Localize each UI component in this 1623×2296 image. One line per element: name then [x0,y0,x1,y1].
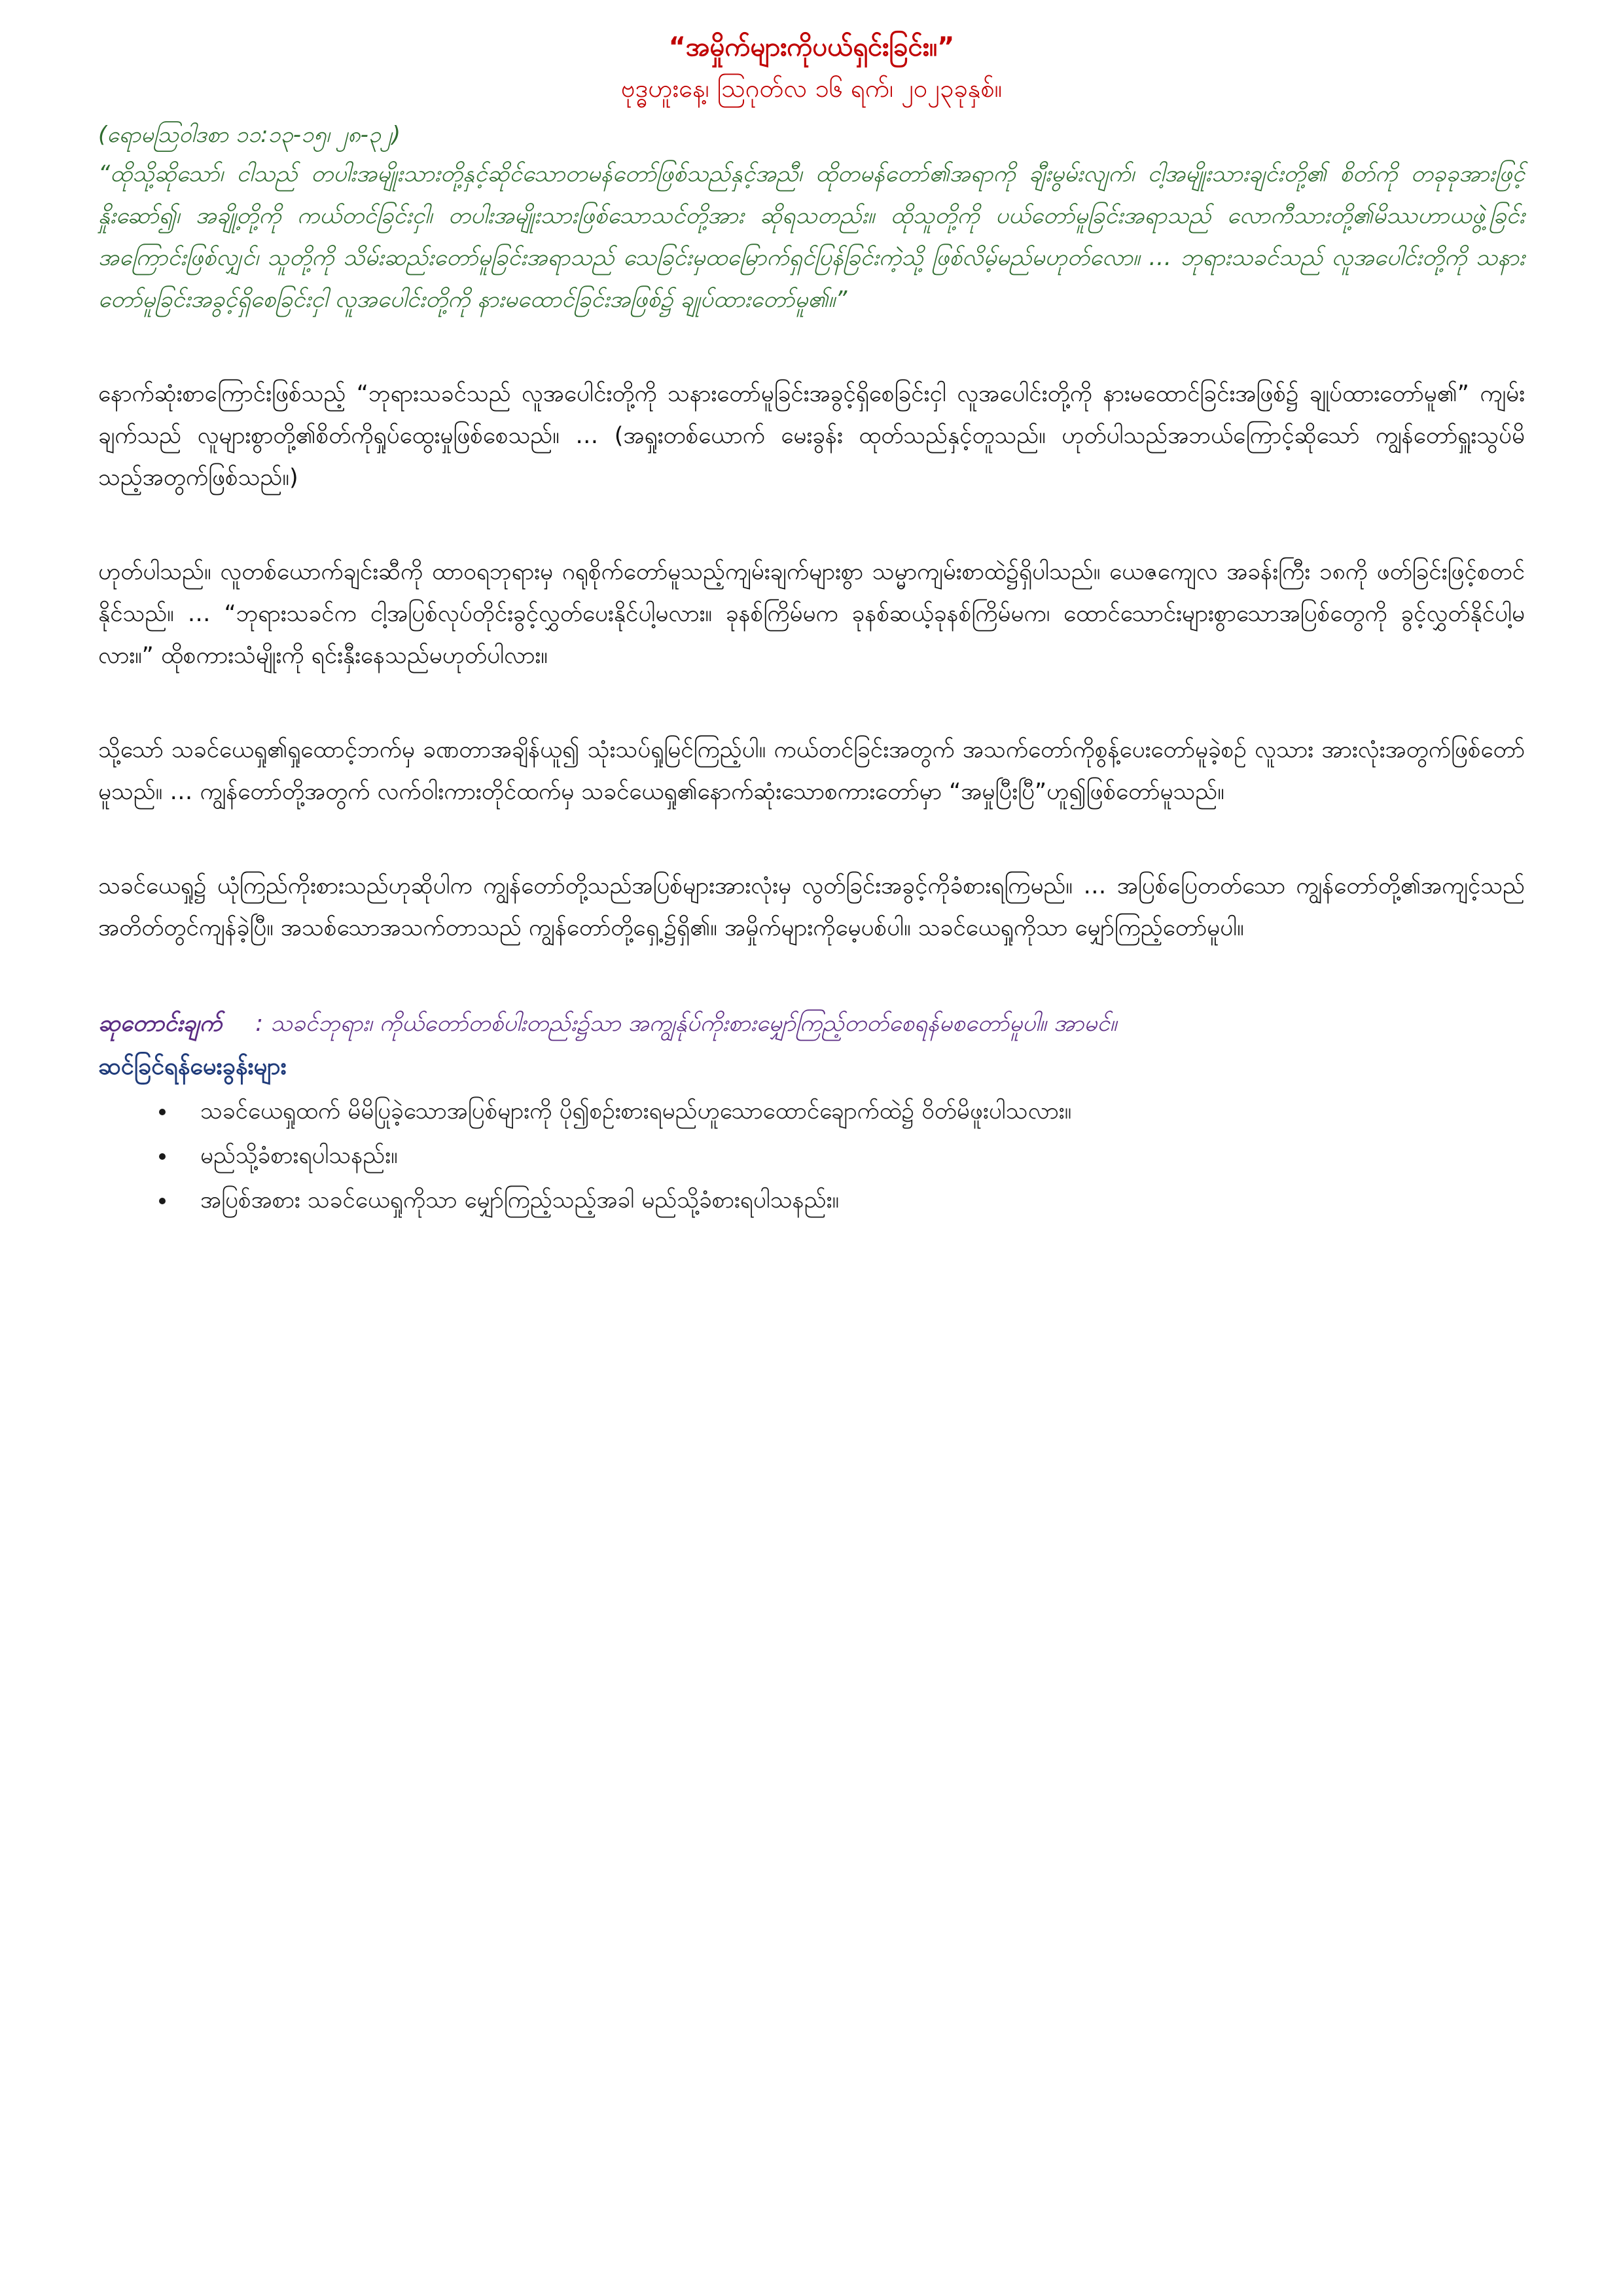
body-paragraph-1: နောက်ဆုံးစာကြောင်းဖြစ်သည့် “ဘုရားသခင်သည် လူအပေါင်းတို့ကို သနားတော်မူခြင်းအခွင့်ရှိစေခြင်းငှါ လူအပေါင်းတို့ကို နားမထောင်ခြင်းအဖြစ်၌ ချုပ်ထားတော်မူ၏” ကျမ်းချက်သည် လူများစွာတို့၏စိတ်ကိုရှုပ်ထွေးမှုဖြစ်စေသည်။ … (အရှုးတစ်ယောက် မေးခွန်း ထုတ်သည်နှင့်တူသည်။ ဟုတ်ပါသည်အဘယ်ကြောင့်ဆိုသော် ကျွန်တော်ရှူးသွပ်မိသည့်အတွက်ဖြစ်သည်။) [98,381,1525,491]
prayer-label: ဆုတောင်းချက် [98,1011,223,1037]
page-date: ဗုဒ္ဓဟူးနေ့၊ ဩဂုတ်လ ၁၆ ရက်၊ ၂၀၂၃ခုနှစ်။ [620,74,1003,103]
scripture-reference: (ရောမဩဝါဒစာ ၁၁:၁၃-၁၅၊ ၂၈-၃၂) [98,122,401,148]
body-paragraph-2: ဟုတ်ပါသည်။ လူတစ်ယောက်ချင်းဆီကို ထာဝရဘုရားမှ ဂရုစိုက်တော်မူသည့်ကျမ်းချက်များစွာ သမ္မာကျမ်းစာထဲ၌ရှိပါသည်။ ယေဇကျေလ အခန်းကြီး ၁၈ကို ဖတ်ခြင်းဖြင့်စတင်နိုင်သည်။ … “ဘုရားသခင်က ငါ့အပြစ်လုပ်တိုင်းခွင့်လွှတ်ပေးနိုင်ပါ့မလား။ ခုနစ်ကြိမ်မက ခုနစ်ဆယ့်ခုနစ်ကြိမ်မက၊ ထောင်သောင်းများစွာသောအပြစ်တွေကို ခွင့်လွှတ်နိုင်ပါ့မလား။” ထိုစကားသံမျိုးကို ရင်းနှီးနေသည်မဟုတ်ပါလား။ [98,559,1525,669]
questions-list [98,1089,1525,1223]
prayer [98,1004,1525,1043]
question-item: • အပြစ်အစား သခင်ယေရှုကိုသာ မျှော်ကြည့်သည့်အခါ မည်သို့ခံစားရပါသနည်း။ [177,1178,1525,1223]
questions-heading: ဆင်ခြင်ရန်မေးခွန်းများ [98,1053,287,1080]
scripture-passage: “ထိုသို့ဆိုသော်၊ ငါသည် တပါးအမျိုးသားတို့နှင့်ဆိုင်သောတမန်တော်ဖြစ်သည်နှင့်အညီ၊ ထိုတမန်တော်၏အရာကို ချီးမွမ်းလျက်၊ ငါ့အမျိုးသားချင်းတို့၏ စိတ်ကို တခုခုအားဖြင့်နှိုးဆော်၍၊ အချို့တို့ကို ကယ်တင်ခြင်းငှါ၊ တပါးအမျိုးသားဖြစ်သောသင်တို့အား ဆိုရသတည်း။ ထိုသူတို့ကို ပယ်တော်မူခြင်းအရာသည် လောကီသားတို့၏မိဿဟာယဖွဲ့ခြင်းအကြောင်းဖြစ်လျှင်၊ သူတို့ကို သိမ်းဆည်းတော်မူခြင်းအရာသည် သေခြင်းမှထမြောက်ရှင်ပြန်ခြင်းကဲ့သို့ ဖြစ်လိမ့်မည်မဟုတ်လော။ … ဘုရားသခင်သည် လူအပေါင်းတို့ကို သနားတော်မူခြင်းအခွင့်ရှိစေခြင်းငှါ လူအပေါင်းတို့ကို နားမထောင်ခြင်းအဖြစ်၌ ချုပ်ထားတော်မူ၏။” [98,161,1525,313]
page-title: “အမှိုက်များကိုပယ်ရှင်းခြင်း။” [668,32,955,62]
body-paragraph-4: သခင်ယေရှု၌ ယုံကြည်ကိုးစားသည်ဟုဆိုပါက ကျွန်တော်တို့သည်အပြစ်များအားလုံးမှ လွတ်ခြင်းအခွင့်ကိုခံစားရကြမည်။ … အပြစ်ပြေတတ်သော ကျွန်တော်တို့၏အကျင့်သည် အတိတ်တွင်ကျန်ခဲ့ပြီ။ အသစ်သောအသက်တာသည် ကျွန်တော်တို့ရှေ့၌ရှိ၏။ အမှိုက်များကိုမေ့ပစ်ပါ။ သခင်ယေရှုကိုသာ မျှော်ကြည့်တော်မူပါ။ [98,873,1525,941]
question-item: • သခင်ယေရှုထက် မိမိပြုခဲ့သောအပြစ်များကို ပို၍စဉ်းစားရမည်ဟူသောထောင်ချောက်ထဲ၌ ဝိတ်မိဖူးပါသလား။ [177,1089,1525,1134]
prayer-text: : သခင်ဘုရား၊ ကိုယ်တော်တစ်ပါးတည်း၌သာ အကျွန်ုပ်ကိုးစားမျှော်ကြည့်တတ်စေရန်မစတော်မူပါ။ အာမင်။ [255,1011,1117,1037]
body-paragraph-3: သို့သော် သခင်ယေရှု၏ရှုထောင့်ဘက်မှ ခဏတာအချိန်ယူ၍ သုံးသပ်ရှုမြင်ကြည့်ပါ။ ကယ်တင်ခြင်းအတွက် အသက်တော်ကိုစွန့်ပေးတော်မူခဲ့စဉ် လူသား အားလုံးအတွက်ဖြစ်တော်မူသည်။ … ကျွန်တော်တို့အတွက် လက်ဝါးကားတိုင်ထက်မှ သခင်ယေရှု၏နောက်ဆုံးသောစကားတော်မှာ “အမှုပြီးပြီ”ဟူ၍ဖြစ်တော်မူသည်။ [98,737,1525,805]
question-item: • မည်သို့ခံစားရပါသနည်း။ [177,1134,1525,1178]
